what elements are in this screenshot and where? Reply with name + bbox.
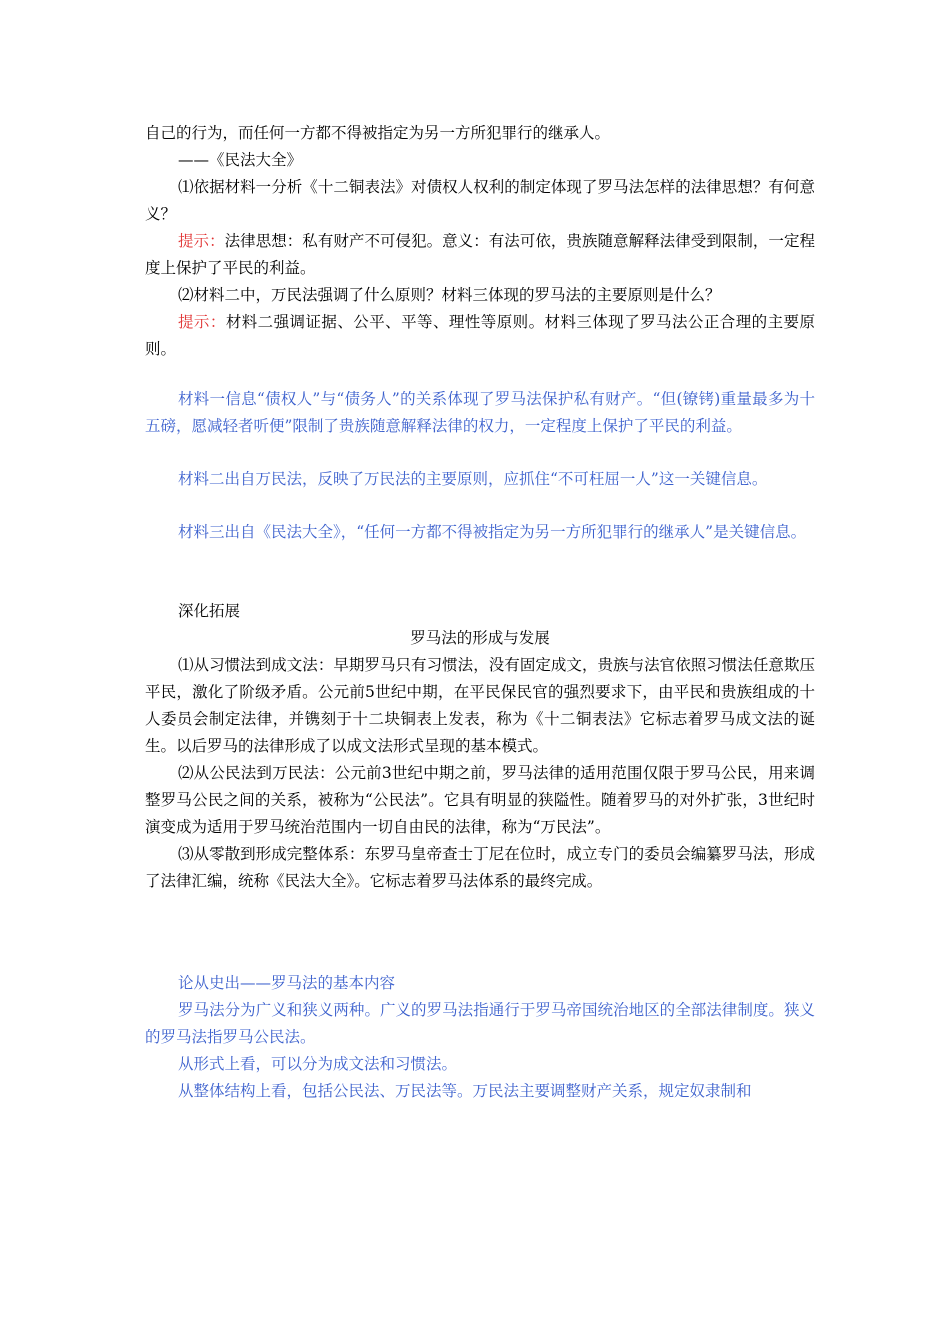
hint-label: 提示： (178, 313, 226, 331)
question-1: ⑴依据材料一分析《十二铜表法》对债权人权利的制定体现了罗马法怎样的法律思想？有何意义？ (145, 178, 815, 223)
extension-title: 罗马法的形成与发展 (410, 629, 550, 647)
discussion-paragraph-1: 罗马法分为广义和狭义两种。广义的罗马法指通行于罗马帝国统治地区的全部法律制度。狭义的罗马法指罗马公民法。 (145, 1001, 815, 1046)
question-2: ⑵材料二中，万民法强调了什么原则？材料三体现的罗马法的主要原则是什么？ (178, 286, 721, 304)
answer-1-text: 法律思想：私有财产不可侵犯。意义：有法可依，贵族随意解释法律受到限制，一定程度上保护了平民的利益。 (145, 232, 815, 277)
hint-label: 提示： (178, 232, 225, 250)
discussion-heading: 论从史出——罗马法的基本内容 (178, 974, 396, 992)
extension-item-3: ⑶从零散到形成完整体系：东罗马皇帝查士丁尼在位时，成立专门的委员会编纂罗马法，形成了法律汇编，统称《民法大全》。它标志着罗马法体系的最终完成。 (145, 845, 815, 890)
discussion-paragraph-3: 从整体结构上看，包括公民法、万民法等。万民法主要调整财产关系，规定奴隶制和 (178, 1082, 752, 1100)
extension-item-2: ⑵从公民法到万民法：公元前3世纪中期之前，罗马法律的适用范围仅限于罗马公民，用来调整罗马公民之间的关系，被称为“公民法”。它具有明显的狭隘性。随着罗马的对外扩张，3世纪时演变成为适用于罗马统治范围内一切自由民的法律，称为“万民法”。 (145, 764, 815, 836)
extension-item-1: ⑴从习惯法到成文法：早期罗马只有习惯法，没有固定成文，贵族与法官依照习惯法任意欺压平民，激化了阶级矛盾。公元前5世纪中期，在平民保民官的强烈要求下，由平民和贵族组成的十人委员会制定法律，并镌刻于十二块铜表上发表，称为《十二铜表法》它标志着罗马成文法的诞生。以后罗马的法律形成了以成文法形式呈现的基本模式。 (145, 656, 815, 755)
analysis-paragraph-3: 材料三出自《民法大全》，“任何一方都不得被指定为另一方所犯罪行的继承人”是关键信息。 (178, 523, 807, 541)
analysis-paragraph-2: 材料二出自万民法，反映了万民法的主要原则，应抓住“不可枉屈一人”这一关键信息。 (178, 470, 768, 488)
material-three-continuation: 自己的行为，而任何一方都不得被指定为另一方所犯罪行的继承人。 (145, 124, 611, 142)
document-page (145, 120, 815, 1105)
answer-1 (145, 228, 815, 282)
extension-heading: 深化拓展 (178, 602, 241, 620)
answer-2 (145, 309, 815, 363)
source-citation: ——《民法大全》 (178, 151, 303, 169)
discussion-paragraph-2: 从形式上看，可以分为成文法和习惯法。 (178, 1055, 458, 1073)
analysis-paragraph-1: 材料一信息“债权人”与“债务人”的关系体现了罗马法保护私有财产。“但(镣铐)重量最多为十五磅，愿减轻者听便”限制了贵族随意解释法律的权力，一定程度上保护了平民的利益。 (145, 390, 815, 435)
answer-2-text: 材料二强调证据、公平、平等、理性等原则。材料三体现了罗马法公正合理的主要原则。 (145, 313, 815, 358)
